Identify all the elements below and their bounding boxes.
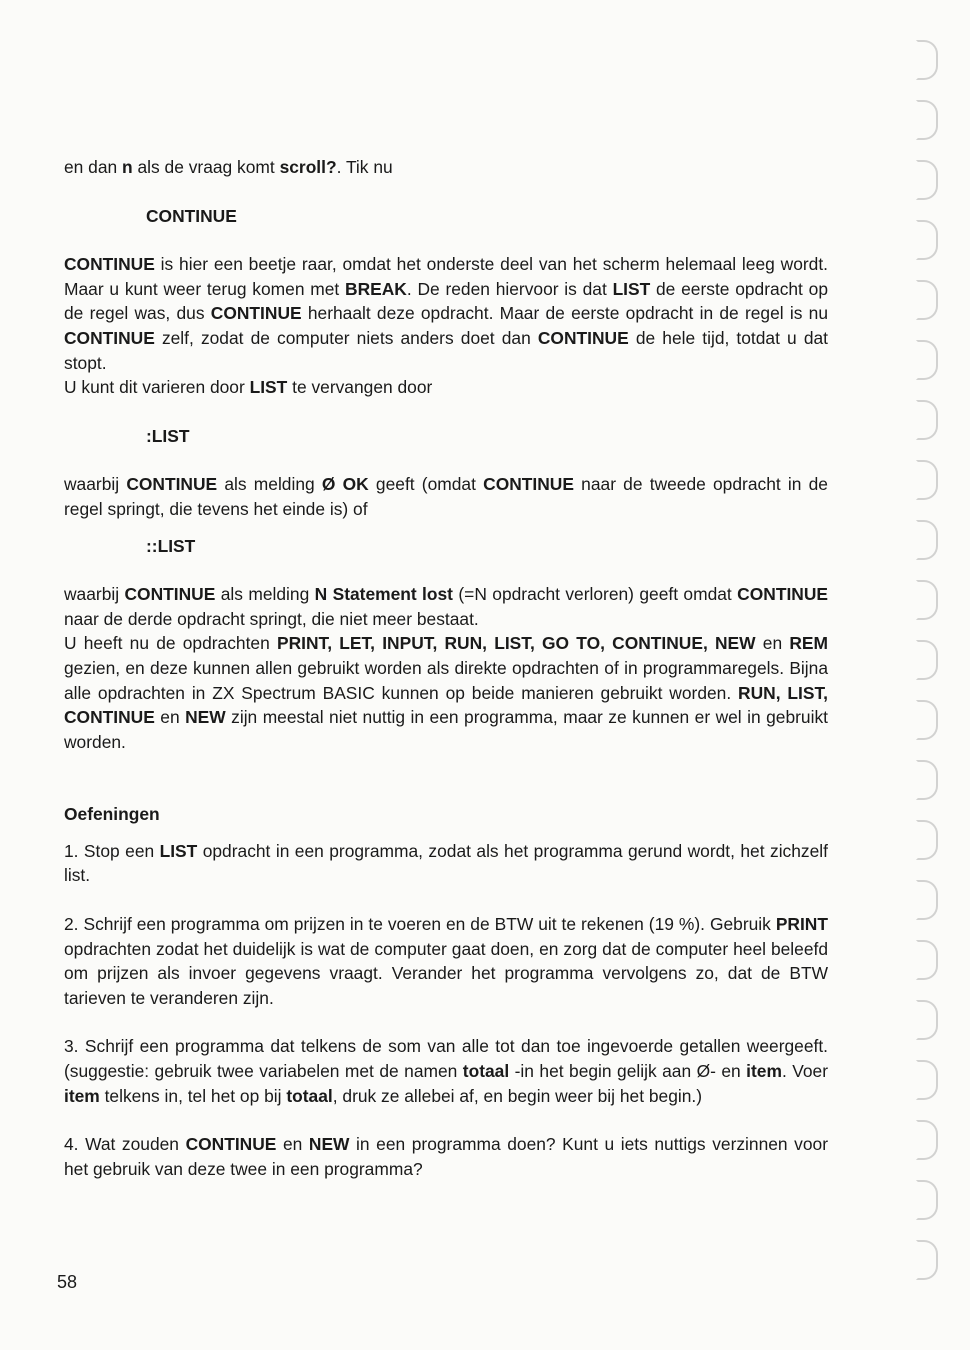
- binding-ring: [916, 760, 938, 800]
- keyword: CONTINUE: [64, 327, 155, 348]
- text: is hier een beetje raar, omdat het onderste deel van het scherm helemaal leeg wordt. Maar u kunt weer terug komen met: [64, 254, 828, 299]
- text: (=N opdracht verloren) geeft omdat: [452, 584, 738, 605]
- binding-ring: [916, 1180, 938, 1220]
- page-number: 58: [57, 1272, 78, 1292]
- text: telkens in, tel het op bij: [99, 1085, 287, 1106]
- keyword: CONTINUE: [210, 303, 302, 324]
- binding-ring: [916, 400, 938, 440]
- text: en: [276, 1134, 309, 1155]
- text: zijn meestal niet nuttig in een programma, maar ze kunnen er wel in gebruikt worden.: [64, 707, 828, 752]
- exercises-heading: Oefeningen: [64, 804, 160, 825]
- binding-ring: [916, 100, 938, 140]
- binding-ring: [916, 1240, 938, 1280]
- keyword: NEW: [308, 1134, 350, 1155]
- keyword: REM: [789, 633, 828, 654]
- text: U heeft nu de opdrachten: [64, 633, 277, 654]
- keyword: PRINT: [775, 914, 828, 935]
- text: te vervangen door: [287, 377, 433, 398]
- text: waarbij: [64, 584, 125, 605]
- keyword: LIST: [612, 278, 651, 299]
- exercise-1: [64, 839, 828, 888]
- binding-ring: [916, 880, 938, 920]
- keyword: LIST: [159, 840, 198, 861]
- keyword: LIST: [249, 377, 288, 398]
- binding-ring: [916, 340, 938, 380]
- text: naar de derde opdracht springt, die niet meer bestaat.: [64, 608, 479, 629]
- keyword: N Statement lost: [314, 584, 453, 605]
- keyword: CONTINUE: [483, 474, 574, 495]
- text: herhaalt deze opdracht. Maar de eerste opdracht in de regel is nu: [301, 303, 828, 324]
- binding-ring: [916, 940, 938, 980]
- document-body: [64, 155, 828, 1181]
- keyword: CONTINUE: [185, 1134, 277, 1155]
- text: in een programma doen? Kunt u iets nuttigs verzinnen voor het gebruik van deze twee in een programma?: [64, 1134, 829, 1179]
- paragraph-statement-lost: [64, 582, 828, 631]
- code-continue: CONTINUE: [146, 205, 237, 226]
- code-list-1: :LIST: [146, 425, 190, 446]
- keyword: CONTINUE: [737, 584, 828, 605]
- binding-ring: [916, 1000, 938, 1040]
- binding-ring: [916, 220, 938, 260]
- keyword: CONTINUE: [126, 474, 218, 495]
- text: de eerste opdracht op de regel was, dus: [64, 278, 828, 324]
- text: 1. Stop een: [64, 840, 160, 861]
- keyword: n: [122, 157, 133, 177]
- binding-ring: [916, 640, 938, 680]
- binding-ring: [916, 580, 938, 620]
- text: en: [154, 707, 186, 728]
- keyword: totaal: [462, 1061, 510, 1082]
- binding-ring: [916, 1120, 938, 1160]
- keyword: RUN, LIST, CONTINUE: [64, 682, 828, 728]
- keyword: CONTINUE: [537, 327, 629, 348]
- paragraph-continue-explanation: [64, 252, 828, 375]
- text: zelf, zodat de computer niets anders doet dan: [154, 327, 538, 348]
- exercise-4: [64, 1132, 828, 1181]
- text: als de vraag komt: [132, 157, 280, 177]
- text: -in het begin gelijk aan Ø- en: [509, 1061, 747, 1082]
- code-list-2: ::LIST: [146, 535, 196, 556]
- text: U kunt dit varieren door: [64, 377, 250, 398]
- binding-ring: [916, 700, 938, 740]
- keyword: Ø OK: [321, 474, 369, 495]
- text: geeft (omdat: [368, 474, 484, 495]
- binding-ring: [916, 40, 938, 80]
- text: . Tik nu: [336, 157, 393, 177]
- text: de hele tijd, totdat u dat stopt.: [64, 327, 829, 373]
- exercise-2: [64, 912, 828, 1010]
- keyword: PRINT, LET, INPUT, RUN, LIST, GO TO, CONTINUE, NEW: [276, 633, 756, 654]
- text: en dan: [64, 157, 123, 177]
- keyword: totaal: [286, 1085, 333, 1106]
- text: 2. Schrijf een programma om prijzen in te voeren en de BTW uit te rekenen (19 %). Gebruik: [64, 914, 776, 935]
- text: 4. Wat zouden: [64, 1134, 186, 1155]
- binding-ring: [916, 1060, 938, 1100]
- paragraph-commands-summary: [64, 631, 828, 754]
- paragraph-vary: [64, 375, 828, 400]
- binding-ring: [916, 160, 938, 200]
- text: opdrachten zodat het duidelijk is wat de computer gaat doen, en zorg dat de computer heel beleefd om prijzen als invoer gegevens vraagt. Verander het programma vervolgens zo, dat de BTW tarieven te veranderen zijn.: [64, 938, 828, 1008]
- keyword: BREAK: [345, 278, 407, 299]
- text: gezien, en deze kunnen allen gebruikt worden als direkte opdrachten of in programmaregels. Bijna alle opdrachten in ZX Spectrum BASIC kunnen op beide manieren gebruikt worden.: [64, 657, 828, 703]
- text: . De reden hiervoor is dat: [406, 278, 613, 299]
- text: naar de tweede opdracht in de regel springt, die tevens het einde is) of: [64, 474, 828, 519]
- text: waarbij: [64, 474, 127, 495]
- text: , druk ze allebei af, en begin weer bij het begin.): [332, 1085, 703, 1106]
- text: . Voer: [781, 1061, 828, 1082]
- keyword: item: [746, 1061, 782, 1082]
- text: opdracht in een programma, zodat als het programma gerund wordt, het zichzelf list.: [64, 840, 828, 886]
- paragraph-ok-message: [64, 472, 828, 521]
- keyword: CONTINUE: [64, 254, 155, 275]
- binding-ring: [916, 280, 938, 320]
- binding-ring: [916, 460, 938, 500]
- keyword: NEW: [185, 707, 226, 728]
- keyword: scroll?: [279, 157, 337, 177]
- intro-line: [64, 155, 828, 180]
- text: als melding: [217, 474, 322, 495]
- binding-ring: [916, 820, 938, 860]
- text: en: [755, 633, 790, 654]
- exercise-3: [64, 1034, 828, 1108]
- binding-ring: [916, 520, 938, 560]
- text: 3. Schrijf een programma dat telkens de som van alle tot dan toe ingevoerde getallen weergeeft. (suggestie: gebruik twee variabelen met de namen: [64, 1036, 828, 1082]
- keyword: CONTINUE: [124, 584, 216, 605]
- text: als melding: [215, 584, 315, 605]
- ring-binding: [908, 40, 948, 1320]
- keyword: item: [64, 1085, 100, 1106]
